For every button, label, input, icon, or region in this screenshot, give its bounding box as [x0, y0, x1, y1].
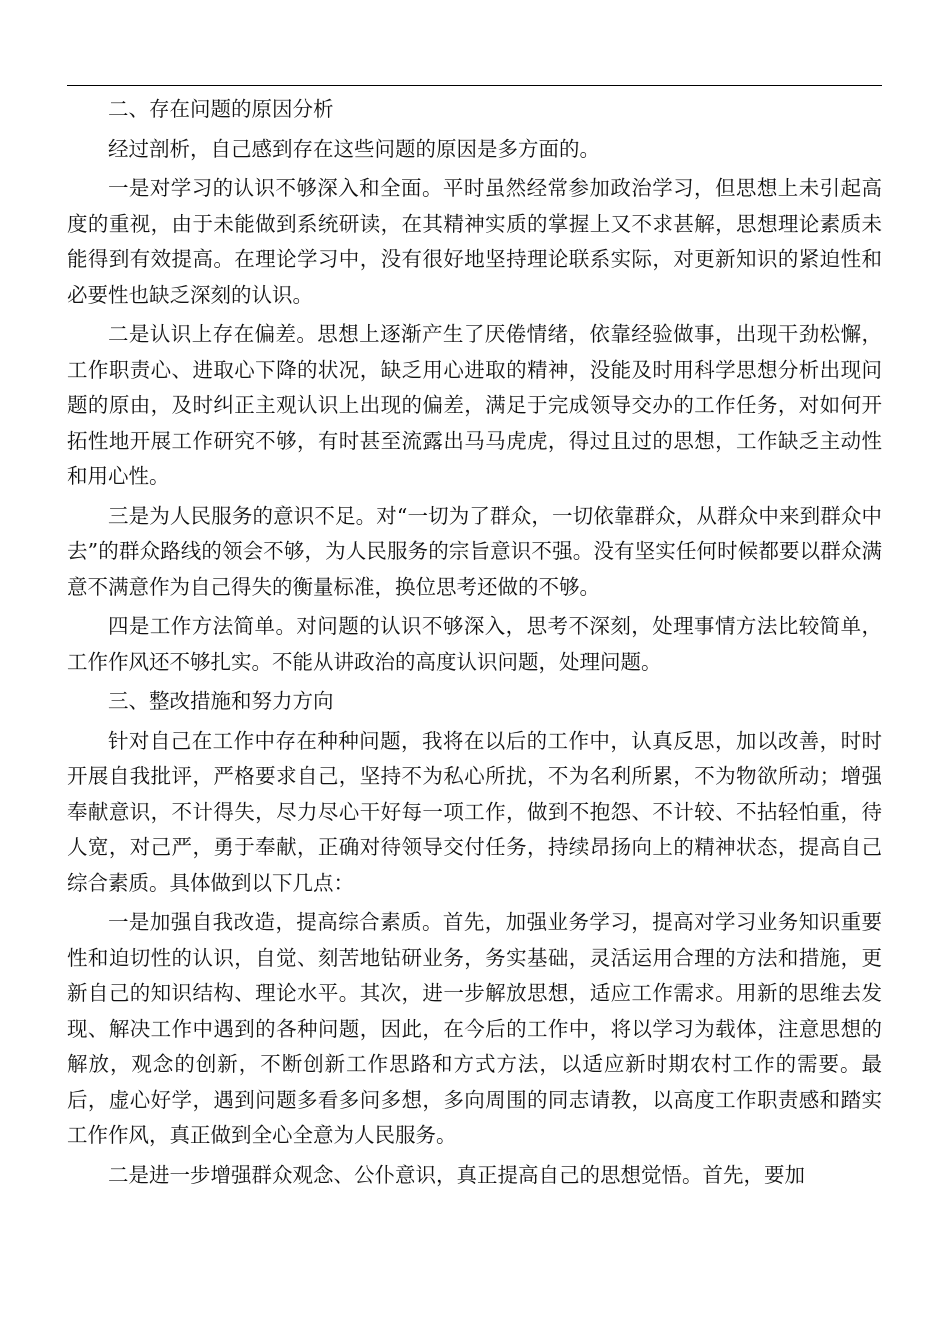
- paragraph: 二是进一步增强群众观念、公仆意识，真正提高自己的思想觉悟。首先，要加: [108, 1162, 805, 1187]
- paragraph: 针对自己在工作中存在种种问题，我将在以后的工作中，认真反思，加以改善，时时开展自我批评，严格要求自己，坚持不为私心所扰，不为名利所累，不为物欲所动；增强奉献意识，不计得失，尽力尽心干好每一项工作，做到不抱怨、不计较、不拈轻怕重，待人宽，对己严，勇于奉献，正确对待领导交付任务，持续昂扬向上的精神状态，提高自己综合素质。具体做到以下几点：: [67, 728, 882, 895]
- paragraph: 二是认识上存在偏差。思想上逐渐产生了厌倦情绪，依靠经验做事，出现干劲松懈，工作职责心、进取心下降的状况，缺乏用心进取的精神，没能及时用科学思想分析出现问题的原由，及时纠正主观认识上出现的偏差，满足于完成领导交办的工作任务，对如何开拓性地开展工作研究不够，有时甚至流露出马马虎虎，得过且过的思想，工作缺乏主动性和用心性。: [67, 322, 882, 488]
- paragraph: 一是对学习的认识不够深入和全面。平时虽然经常参加政治学习，但思想上未引起高度的重视，由于未能做到系统研读，在其精神实质的掌握上又不求甚解，思想理论素质未能得到有效提高。在理论学习中，没有很好地坚持理论联系实际，对更新知识的紧迫性和必要性也缺乏深刻的认识。: [67, 176, 882, 307]
- paragraph: 四是工作方法简单。对问题的认识不够深入，思考不深刻，处理事情方法比较简单，工作作风还不够扎实。不能从讲政治的高度认识问题，处理问题。: [67, 614, 882, 674]
- section-heading-causes: 二、存在问题的原因分析: [108, 97, 334, 121]
- paragraph: 一是加强自我改造，提高综合素质。首先，加强业务学习，提高对学习业务知识重要性和迫切性的认识，自觉、刻苦地钻研业务，务实基础，灵活运用合理的方法和措施，更新自己的知识结构、理论水平。其次，进一步解放思想，适应工作需求。用新的思维去发现、解决工作中遇到的各种问题，因此，在今后的工作中，将以学习为载体，注意思想的解放，观念的创新，不断创新工作思路和方式方法，以适应新时期农村工作的需要。最后，虚心好学，遇到问题多看多问多想，多向周围的同志请教，以高度工作职责感和踏实工作作风，真正做到全心全意为人民服务。: [67, 910, 882, 1147]
- paragraph: 三是为人民服务的意识不足。对“一切为了群众，一切依靠群众，从群众中来到群众中去”的群众路线的领会不够，为人民服务的宗旨意识不强。没有坚实任何时候都要以群众满意不满意作为自己得失的衡量标准，换位思考还做的不够。: [67, 503, 882, 599]
- paragraph: 经过剖析，自己感到存在这些问题的原因是多方面的。: [108, 136, 600, 161]
- document-body: [67, 92, 882, 1197]
- header-rule: [67, 85, 882, 86]
- section-heading-measures: 三、整改措施和努力方向: [108, 689, 334, 713]
